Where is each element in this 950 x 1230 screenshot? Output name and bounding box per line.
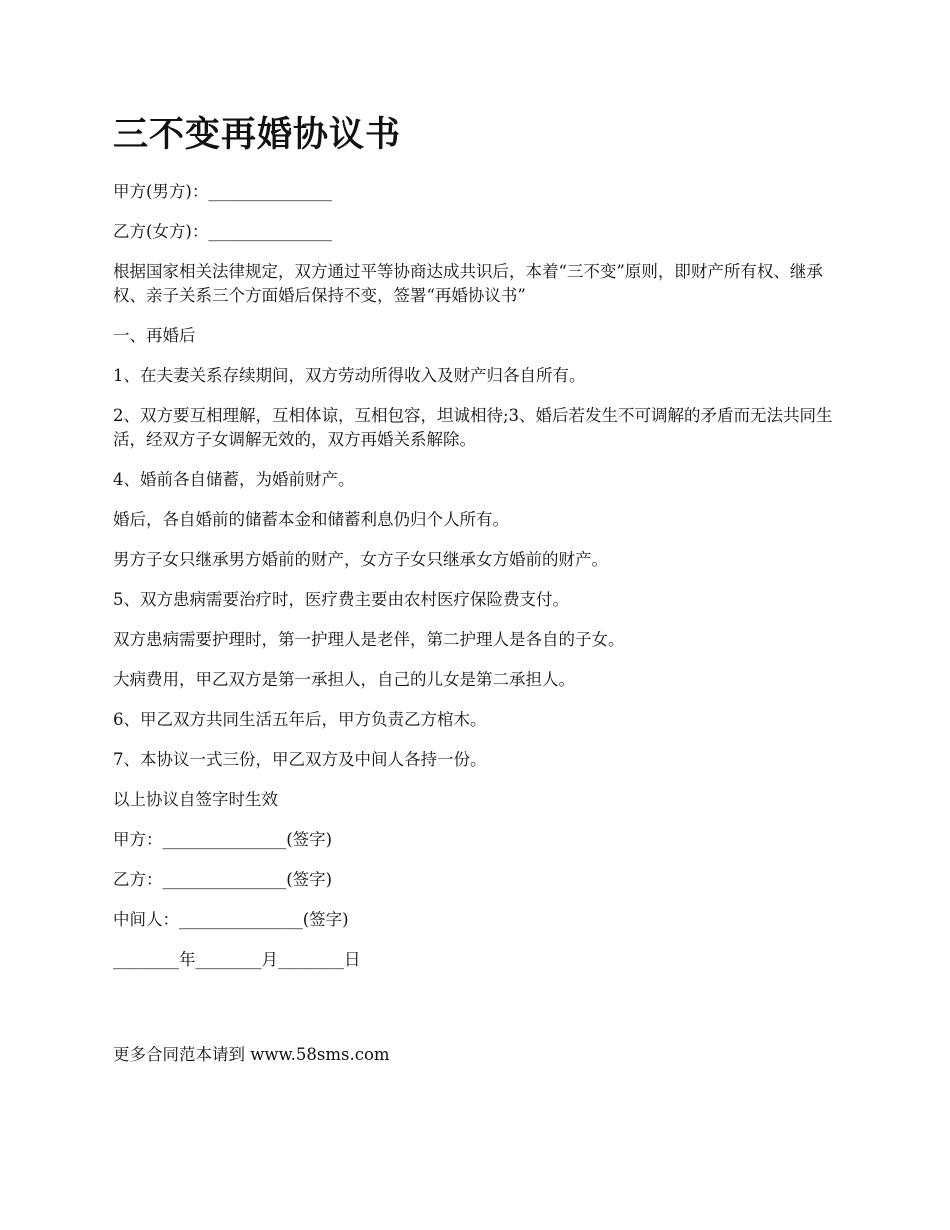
document-page [113, 110, 843, 988]
signature-party-a: 甲方：_______________(签字) [113, 830, 333, 849]
signature-mediator: 中间人：_______________(签字) [113, 910, 349, 929]
party-a-line: 甲方(男方)：_______________ [113, 182, 333, 201]
clause-4-inheritance: 男方子女只继承男方婚前的财产，女方子女只继承女方婚前的财产。 [113, 550, 608, 569]
section-heading: 一、再婚后 [113, 326, 196, 345]
clause-4-savings: 婚后，各自婚前的储蓄本金和储蓄利息仍归个人所有。 [113, 510, 509, 529]
effective-statement: 以上协议自签字时生效 [113, 790, 278, 809]
clause-2-3: 2、双方要互相理解，互相体谅，互相包容，坦诚相待;3、婚后若发生不可调解的矛盾而无法共同生活，经双方子女调解无效的，双方再婚关系解除。 [113, 406, 833, 449]
clause-5-costs: 大病费用，甲乙双方是第一承担人，自己的儿女是第二承担人。 [113, 670, 575, 689]
clause-1: 1、在夫妻关系存续期间，双方劳动所得收入及财产归各自所有。 [113, 366, 586, 385]
signature-party-b: 乙方：_______________(签字) [113, 870, 333, 889]
clause-5-care: 双方患病需要护理时，第一护理人是老伴，第二护理人是各自的子女。 [113, 630, 625, 649]
clause-4: 4、婚前各自储蓄，为婚前财产。 [113, 470, 355, 489]
document-title: 三不变再婚协议书 [113, 115, 402, 155]
preamble-paragraph: 根据国家相关法律规定，双方通过平等协商达成共识后，本着“三不变”原则，即财产所有权、继承权、亲子关系三个方面婚后保持不变，签署“再婚协议书” [113, 262, 823, 305]
footer-note: 更多合同范本请到 www.58sms.com [113, 1045, 390, 1064]
date-line: ________年________月________日 [113, 950, 361, 969]
clause-6: 6、甲乙双方共同生活五年后，甲方负责乙方棺木。 [113, 710, 487, 729]
party-b-line: 乙方(女方)：_______________ [113, 222, 333, 241]
clause-7: 7、本协议一式三份，甲乙双方及中间人各持一份。 [113, 750, 487, 769]
clause-5: 5、双方患病需要治疗时，医疗费主要由农村医疗保险费支付。 [113, 590, 569, 609]
